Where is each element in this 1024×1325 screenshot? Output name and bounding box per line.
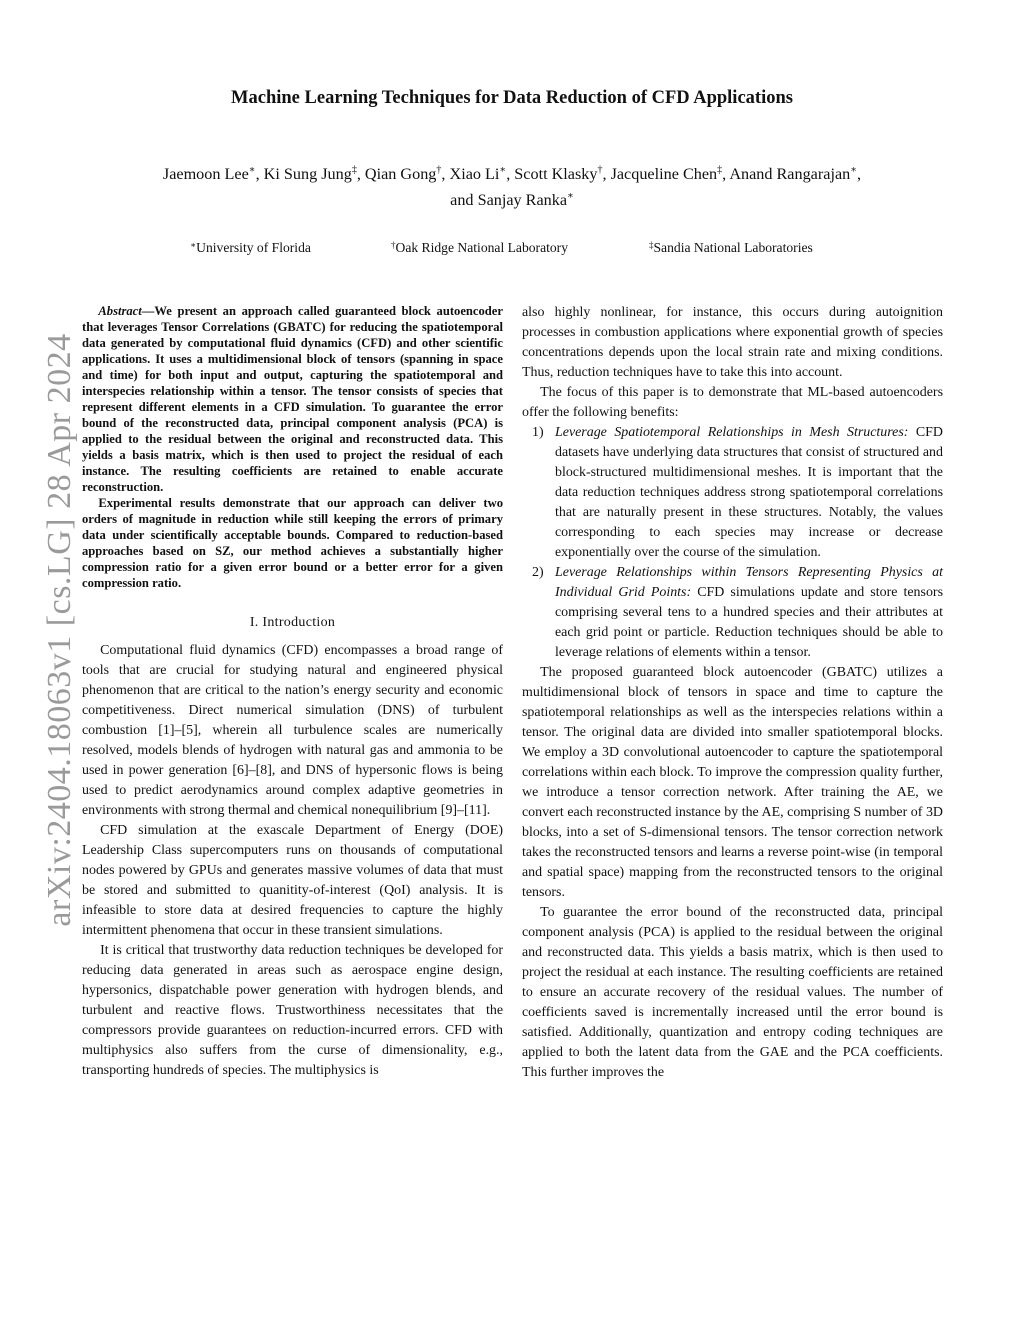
abstract [82,303,503,591]
list-item: 2) Leverage Relationships within Tensors Representing Physics at Individual Grid Points: CFD simulations update and store tensors comprising several tens to a hundred species and their attributes at each grid point or particle. Reduction techniques should be able to leverage relations of elements within a tensor. [532,565,943,660]
right-column [522,303,943,1083]
body-paragraph: CFD simulation at the exascale Department of Energy (DOE) Leadership Class supercomputers runs on thousands of computational nodes powered by GPUs and generates massive volumes of data that must be stored and submitted to quanitity-of-interest (QoI) analysis. It is infeasible to store data at desired frequencies to capture the highly intermittent phenomena that occur in these transient simulations. [82,823,503,938]
author: Xiao Li∗, [449,165,515,184]
author: Jacqueline Chen‡, [610,165,730,184]
abstract-label: Abstract [98,304,142,318]
author: Scott Klasky†, [514,165,611,184]
body-paragraph: The focus of this paper is to demonstrate that ML-based autoencoders offer the following benefits: [522,385,943,420]
abstract-paragraph: Abstract—We present an approach called guaranteed block autoencoder that leverages Tensor Correlations (GBATC) for reducing the spatiotemporal data generated by computational fluid dynamics (CFD) and other scientific applications. It uses a multidimensional block of tensors (spanning in space and time) for both input and output, capturing the spatiotemporal and interspecies relationship within a tensor. The tensor consists of species that represent different elements in a CFD simulation. To guarantee the error bound of the reconstructed data, principal component analysis (PCA) is applied to the residual between the original and reconstructed data. This yields a basis matrix, which is then used to project the residual of each instance. The resulting coefficients are retained to enable accurate reconstruction. [82,304,503,494]
body-paragraph: The proposed guaranteed block autoencoder (GBATC) utilizes a multidimensional block of tensors in space and time to capture the spatiotemporal relationships as well as the interspecies relations within a tensor. The original data are divided into smaller spatiotemporal blocks. We employ a 3D convolutional autoencoder to capture the spatiotemporal correlations within each block. To improve the compression quality further, we introduce a tensor correction network. After training the AE, we convert each reconstructed instance by the AE, comprising S number of 3D blocks, into a set of S-dimensional tensors. The tensor correction network takes the reconstructed tensors and learns a reverse point-wise (in temporal and spatial space) mapping from the reconstructed tensors to the original tensors. [522,665,943,900]
left-column [82,303,503,1081]
section-heading: I. Introduction [249,615,336,630]
affiliation: † Oak Ridge National Laboratory [391,240,569,255]
author: Ki Sung Jung‡, [263,165,365,184]
body-paragraph: To guarantee the error bound of the reconstructed data, principal component analysis (PCA) is applied to the residual between the original and reconstructed data. This yields a basis matrix, which is then used to project the residual at each instance. The resulting coefficients are retained to ensure an accurate recovery of the residual values. The number of coefficients saved is incrementally increased until the error bound is satisfied. Additionally, quantization and entropy coding techniques are applied to both the latent data from the GAE and the PCA coefficients. This further improves the [522,905,943,1080]
author: Jaemoon Lee∗, [162,165,264,184]
affiliation: ∗ University of Florida [190,240,311,255]
abstract-paragraph: Experimental results demonstrate that our approach can deliver two orders of magnitude in reduction while still keeping the errors of primary data under scientifically acceptable bounds. Compared to reduction-based approaches based on SZ, our method achieves a substantially higher compression ratio for a given error bound or a better error for a given compression ratio. [82,496,503,590]
benefits-list [522,423,943,663]
arxiv-identifier: arXiv:2404.18063v1 [cs.LG] 28 Apr 2024 [41,333,78,927]
author-list [82,160,942,211]
affiliation: ‡ Sandia National Laboratories [649,240,813,255]
list-item: 1) Leverage Spatiotemporal Relationships in Mesh Structures: CFD datasets have underlying data structures that consist of structured and block-structured multidimensional meshes. It is important that the data reduction techniques address strong spatiotemporal correlations that are naturally present in these structures. Notably, the values corresponding to each species may increase or decrease exponentially over the course of the simulation. [532,425,943,560]
body-paragraph: Computational fluid dynamics (CFD) encompasses a broad range of tools that are crucial for studying natural and engineered physical phenomenon that are critical to the nation’s energy security and economic competitiveness. Direct numerical simulation (DNS) of turbulent combustion [1]–[5], wherein all turbulence scales are numerically resolved, models blends of hydrogen with natural gas and ammonia to be used in power generation [6]–[8], and DNS of hypersonic flows is being used to predict aerodynamics around complex adaptive geometries in environments with strong thermal and chemical nonequilibrium [9]–[11]. [82,643,503,818]
body-paragraph: also highly nonlinear, for instance, this occurs during autoignition processes in combustion applications where exponential growth of species concentrations depends upon the local strain rate and mixing conditions. Thus, reduction techniques have to take this into account. [522,305,943,380]
body-paragraph: It is critical that trustworthy data reduction techniques be developed for reducing data generated in areas such as aerospace engine design, hypersonics, dispatchable power generation with hydrogen blends, and turbulent and reactive flows. Trustworthiness necessitates that the compressors provide guarantees on reduction-incurred errors. CFD with multiphysics also suffers from the curse of dimensionality, e.g., transporting hundreds of species. The multiphysics is [82,943,503,1078]
author: Anand Rangarajan∗, [729,165,862,184]
author: Qian Gong†, [364,165,450,184]
paper-title: Machine Learning Techniques for Data Reduction of CFD Applications [231,88,793,108]
author: and Sanjay Ranka∗ [450,190,574,209]
